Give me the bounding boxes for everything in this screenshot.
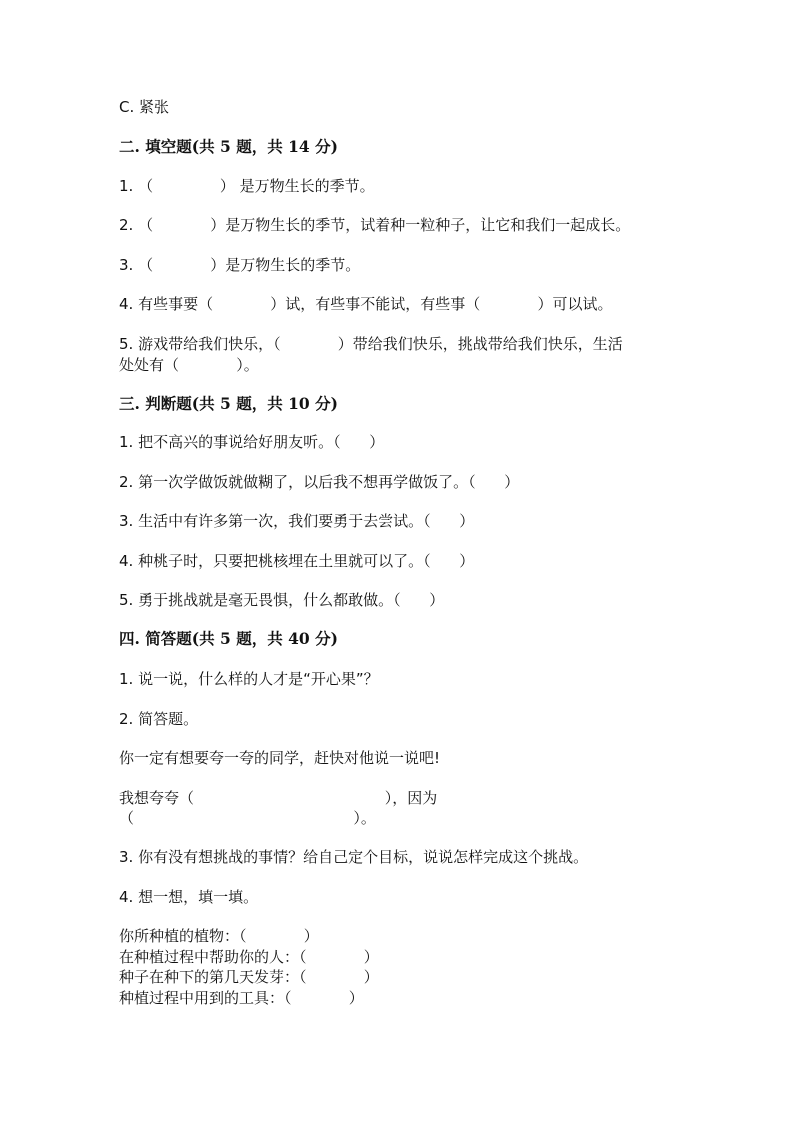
- planting-helper: 在种植过程中帮助你的人：（ ）: [119, 948, 379, 966]
- answer-question-2-prompt: 你一定有想要夸一夸的同学，赶快对他说一说吧!: [119, 749, 441, 767]
- fill-question-3: 3. （ ）是万物生长的季节。: [119, 256, 361, 274]
- judge-question-5: 5. 勇于挑战就是毫无畏惧，什么都敢做。（ ）: [119, 591, 445, 609]
- option-c: C. 紧张: [119, 98, 170, 116]
- answer-question-3: 3. 你有没有想挑战的事情？给自己定个目标，说说怎样完成这个挑战。: [119, 848, 589, 866]
- judge-question-4: 4. 种桃子时，只要把桃核埋在土里就可以了。（ ）: [119, 552, 475, 570]
- planting-sprout-day: 种子在种下的第几天发芽：（ ）: [119, 968, 379, 986]
- fill-question-5-line-2: 处处有（ ）。: [119, 356, 259, 374]
- planting-plant: 你所种植的植物：（ ）: [119, 927, 319, 945]
- fill-question-2: 2. （ ）是万物生长的季节，试着种一粒种子，让它和我们一起成长。: [119, 216, 631, 234]
- planting-tools: 种植过程中用到的工具：（ ）: [119, 989, 364, 1007]
- fill-question-1: 1. （ ） 是万物生长的季节。: [119, 177, 375, 195]
- section-heading-short-answer: 四. 简答题(共 5 题，共 40 分): [119, 629, 338, 648]
- answer-question-4: 4. 想一想，填一填。: [119, 888, 259, 906]
- fill-question-4: 4. 有些事要（ ）试，有些事不能试，有些事（ ）可以试。: [119, 295, 613, 313]
- section-heading-judgment: 三. 判断题(共 5 题，共 10 分): [119, 394, 338, 413]
- answer-question-2-line-2: （ ）。: [119, 809, 376, 827]
- answer-question-1: 1. 说一说，什么样的人才是“开心果”？: [119, 670, 379, 688]
- judge-question-2: 2. 第一次学做饭就做糊了，以后我不想再学做饭了。（ ）: [119, 473, 520, 491]
- answer-question-2: 2. 简答题。: [119, 710, 199, 728]
- section-heading-fill-in: 二. 填空题(共 5 题，共 14 分): [119, 137, 338, 156]
- judge-question-3: 3. 生活中有许多第一次，我们要勇于去尝试。（ ）: [119, 512, 475, 530]
- judge-question-1: 1. 把不高兴的事说给好朋友听。（ ）: [119, 433, 385, 451]
- fill-question-5-line-1: 5. 游戏带给我们快乐，（ ）带给我们快乐，挑战带给我们快乐，生活: [119, 335, 623, 353]
- answer-question-2-line-1: 我想夸夸（ ），因为: [119, 789, 438, 807]
